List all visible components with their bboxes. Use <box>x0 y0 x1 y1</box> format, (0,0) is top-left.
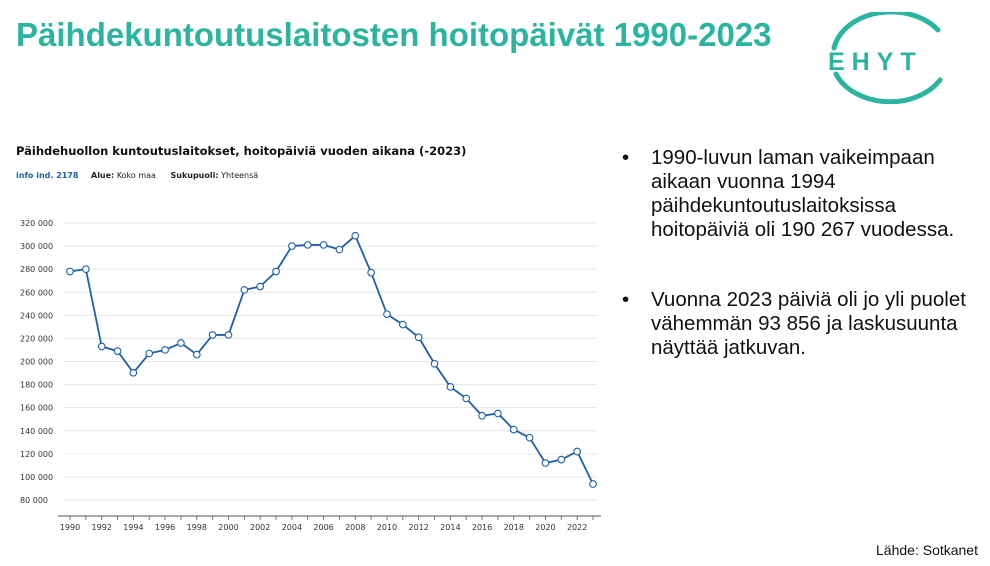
data-point <box>146 350 153 357</box>
x-tick-label: 2004 <box>281 523 303 532</box>
x-tick-label: 2002 <box>250 523 271 532</box>
data-point <box>289 243 296 250</box>
chart-title: Päihdehuollon kuntoutuslaitokset, hoitopäiviä vuoden aikana (-2023) <box>16 144 467 158</box>
data-point <box>558 456 565 463</box>
data-point <box>225 332 232 339</box>
indicator-info-link[interactable]: info ind. 2178 <box>16 171 79 180</box>
data-point <box>178 340 185 347</box>
y-tick-label: 160 000 <box>20 403 54 413</box>
data-point <box>273 268 280 275</box>
data-point <box>352 232 359 239</box>
data-point <box>193 351 200 358</box>
data-point <box>114 348 121 355</box>
data-point <box>415 334 422 341</box>
bullet-list <box>622 146 982 360</box>
data-point <box>495 410 502 417</box>
y-tick-label: 240 000 <box>20 311 54 321</box>
data-point <box>542 460 549 467</box>
data-point <box>368 269 375 276</box>
data-point <box>257 283 264 290</box>
y-tick-label: 200 000 <box>20 357 54 367</box>
x-tick-label: 1996 <box>154 523 176 532</box>
x-tick-label: 2000 <box>218 523 239 532</box>
data-point <box>98 343 105 350</box>
data-point <box>304 242 311 249</box>
x-tick-label: 1998 <box>186 523 207 532</box>
series-line <box>70 236 593 484</box>
bullet-item: • Vuonna 2023 päiviä oli jo yli puolet vähemmän 93 856 ja laskusuunta näyttää jatkuvan. <box>622 288 982 360</box>
y-tick-label: 180 000 <box>20 380 54 390</box>
data-point <box>400 321 407 328</box>
data-point <box>384 311 391 318</box>
y-tick-label: 280 000 <box>20 265 54 275</box>
data-point <box>510 426 517 433</box>
x-tick-label: 1990 <box>59 523 81 532</box>
y-tick-label: 260 000 <box>20 288 54 298</box>
x-tick-label: 2012 <box>408 523 429 532</box>
data-point <box>320 242 327 249</box>
data-point <box>241 287 248 294</box>
source-note: Lähde: Sotkanet <box>876 542 978 558</box>
data-point <box>574 448 581 455</box>
data-point <box>67 268 74 275</box>
data-point <box>130 369 137 376</box>
data-point <box>209 332 216 339</box>
y-tick-label: 220 000 <box>20 334 54 344</box>
area-label: Alue: <box>91 171 115 180</box>
x-tick-label: 1994 <box>123 523 144 532</box>
data-point <box>590 481 597 488</box>
data-point <box>431 361 438 368</box>
data-point <box>463 395 470 402</box>
data-point <box>526 434 533 441</box>
x-tick-label: 2020 <box>535 523 556 532</box>
y-tick-label: 320 000 <box>20 219 54 228</box>
y-tick-label: 140 000 <box>20 426 54 436</box>
data-point <box>336 246 343 253</box>
chart-meta <box>16 171 270 180</box>
x-tick-label: 2016 <box>471 523 493 532</box>
y-tick-label: 80 000 <box>20 496 48 505</box>
slide-title: Päihdekuntoutuslaitosten hoitopäivät 1990-2023 <box>16 16 772 53</box>
area-value: Koko maa <box>116 171 156 180</box>
sex-label: Sukupuoli: <box>170 171 219 180</box>
x-tick-label: 2010 <box>376 523 398 532</box>
x-tick-label: 2022 <box>566 523 588 532</box>
data-point <box>162 347 169 354</box>
x-tick-label: 2018 <box>503 523 524 532</box>
y-tick-label: 100 000 <box>20 472 54 482</box>
y-tick-label: 300 000 <box>20 242 54 252</box>
sex-value: Yhteensä <box>221 171 259 180</box>
x-tick-label: 2014 <box>440 523 461 532</box>
y-tick-label: 120 000 <box>20 449 54 459</box>
data-point <box>447 384 454 391</box>
x-tick-label: 2008 <box>345 523 366 532</box>
data-point <box>479 412 486 419</box>
data-point <box>83 266 90 273</box>
line-chart <box>0 205 620 540</box>
bullet-item: • 1990-luvun laman vaikeimpaan aikaan vuonna 1994 päihdekuntoutuslaitoksissa hoitopäiviä oli 190 267 vuodessa. <box>622 146 982 242</box>
logo-text: EHYT <box>828 48 923 76</box>
x-tick-label: 1992 <box>91 523 112 532</box>
x-tick-label: 2006 <box>313 523 334 532</box>
ehyt-logo <box>820 12 955 104</box>
